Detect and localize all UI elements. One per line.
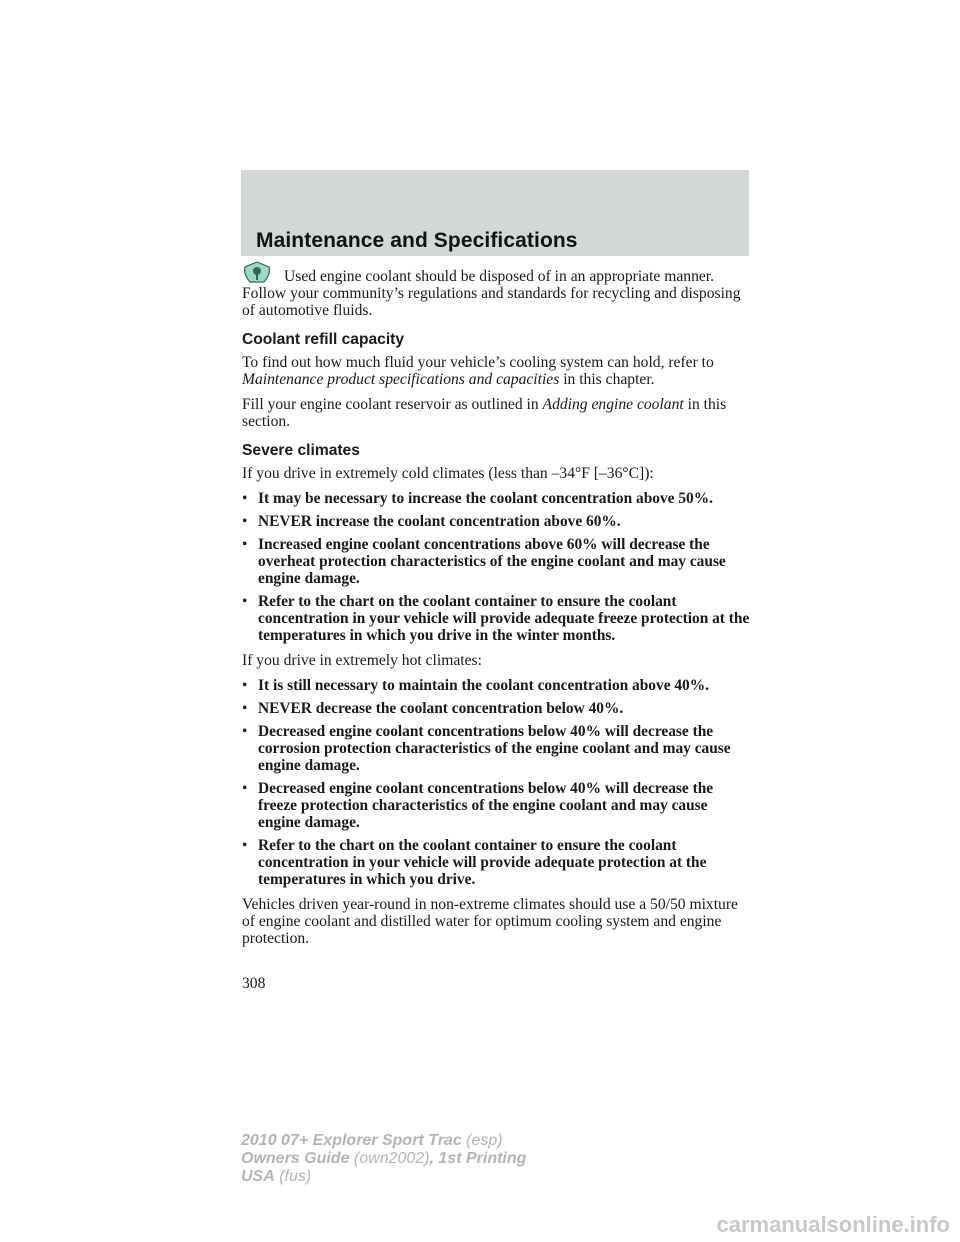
refill-p1-before: To find out how much fluid your vehicle’s cooling system can hold, refer to <box>242 354 714 371</box>
page-content <box>242 268 752 955</box>
refill-p2-reference: Adding engine coolant <box>542 396 684 413</box>
bullet-icon: • <box>242 780 248 797</box>
watermark: carmanualsonline.info <box>716 1212 950 1237</box>
footer-line-3 <box>241 1168 526 1186</box>
list-item <box>242 723 752 774</box>
intro-paragraph <box>242 268 752 319</box>
refill-p2-before: Fill your engine coolant reservoir as outlined in <box>242 396 543 413</box>
list-item <box>242 677 752 694</box>
bullet-icon: • <box>242 677 248 694</box>
bullet-text: It is still necessary to maintain the coolant concentration above 40%. <box>258 677 709 694</box>
hot-bullet-list <box>242 677 752 888</box>
bullet-text: Increased engine coolant concentrations above 60% will decrease the overheat protection characteristics of the engine coolant and may cause engine damage. <box>258 536 726 587</box>
bullet-text: Refer to the chart on the coolant container to ensure the coolant concentration in your vehicle will provide adequate protection at the temperatures in which you drive. <box>258 837 707 888</box>
bullet-text: Decreased engine coolant concentrations below 40% will decrease the freeze protection characteristics of the engine coolant and may cause engine damage. <box>258 780 714 831</box>
bullet-text: Decreased engine coolant concentrations below 40% will decrease the corrosion protection characteristics of the engine coolant and may cause engine damage. <box>258 723 731 774</box>
footer-line-1 <box>241 1132 526 1150</box>
severe-heading: Severe climates <box>242 442 360 459</box>
bullet-icon: • <box>242 513 248 530</box>
footer-market-code: (fus) <box>274 1168 312 1185</box>
footer-model-code: (esp) <box>461 1132 503 1149</box>
bullet-text: Refer to the chart on the coolant container to ensure the coolant concentration in your vehicle will provide adequate freeze protection at the temperatures in which you drive in the winter months. <box>258 593 750 644</box>
page-number: 308 <box>242 975 266 992</box>
recycle-environment-icon <box>242 261 272 286</box>
print-footer <box>241 1132 526 1186</box>
list-item <box>242 513 752 530</box>
closing-paragraph: Vehicles driven year-round in non-extreme climates should use a 50/50 mixture of engine coolant and distilled water for optimum cooling system and engine protection. <box>242 896 738 947</box>
list-item <box>242 490 752 507</box>
footer-printing: , 1st Printing <box>429 1150 527 1167</box>
refill-paragraph-1 <box>242 354 752 388</box>
hot-intro: If you drive in extremely hot climates: <box>242 652 482 669</box>
footer-guide: Owners Guide <box>241 1150 350 1167</box>
bullet-text: It may be necessary to increase the coolant concentration above 50%. <box>258 490 713 507</box>
bullet-icon: • <box>242 593 248 610</box>
cold-intro: If you drive in extremely cold climates (less than –34°F [–36°C]): <box>242 465 654 482</box>
intro-text: Used engine coolant should be disposed of in an appropriate manner. Follow your community’s regulations and standards for recycling and disposing of automotive fluids. <box>242 268 741 319</box>
footer-market: USA <box>241 1168 275 1185</box>
refill-p1-reference: Maintenance product specifications and capacities <box>242 371 560 388</box>
footer-model: 2010 07+ Explorer Sport Trac <box>241 1132 462 1149</box>
bullet-icon: • <box>242 536 248 553</box>
refill-paragraph-2 <box>242 396 752 430</box>
refill-p1-after: in this chapter. <box>559 371 655 388</box>
list-item <box>242 780 752 831</box>
list-item <box>242 700 752 717</box>
bullet-icon: • <box>242 723 248 740</box>
footer-guide-code: (own2002) <box>349 1150 430 1167</box>
refill-heading: Coolant refill capacity <box>242 331 405 348</box>
refill-p2-after: in this section. <box>242 396 727 430</box>
cold-bullet-list <box>242 490 752 644</box>
footer-line-2 <box>241 1150 526 1168</box>
bullet-icon: • <box>242 837 248 854</box>
list-item <box>242 593 752 644</box>
bullet-text: NEVER decrease the coolant concentration below 40%. <box>258 700 624 717</box>
list-item <box>242 837 752 888</box>
bullet-icon: • <box>242 700 248 717</box>
list-item <box>242 536 752 587</box>
bullet-icon: • <box>242 490 248 507</box>
page-title: Maintenance and Specifications <box>256 229 578 252</box>
bullet-text: NEVER increase the coolant concentration above 60%. <box>258 513 621 530</box>
